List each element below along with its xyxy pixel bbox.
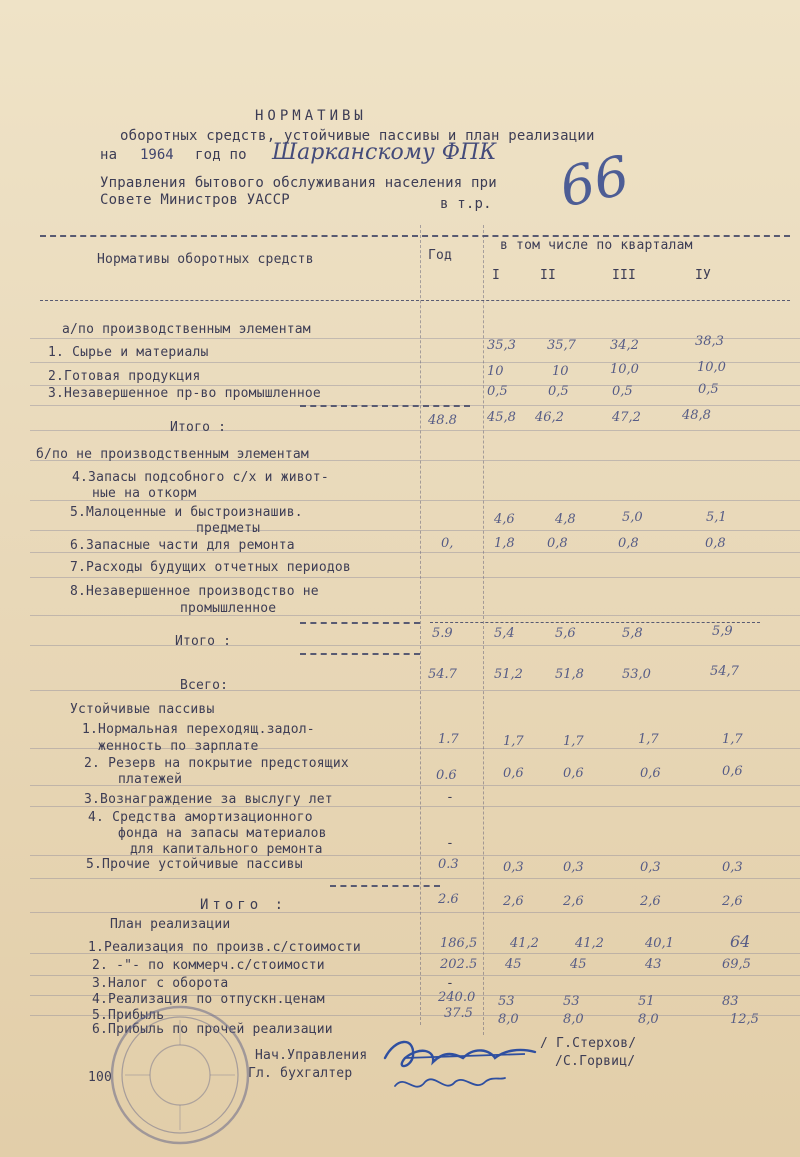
q4-value: 48,8 bbox=[682, 408, 711, 423]
row-label-continued: предметы bbox=[196, 521, 261, 536]
accountant-title: Гл. бухгалтер bbox=[248, 1066, 353, 1081]
q1-value: 0,3 bbox=[503, 860, 524, 875]
column-header-quarters: в том числе по кварталам bbox=[500, 238, 693, 253]
q2-value: 1,7 bbox=[563, 734, 584, 749]
round-seal-stamp bbox=[105, 1000, 255, 1150]
row-label: 5.Прочие устойчивые пассивы bbox=[86, 857, 303, 872]
row-label: 3.Налог с оборота bbox=[92, 976, 229, 991]
section-heading: Устойчивые пассивы bbox=[70, 702, 215, 717]
year-value: 5.9 bbox=[432, 626, 453, 641]
q3-value: 0,3 bbox=[640, 860, 661, 875]
row-label-continued: платежей bbox=[118, 772, 183, 787]
row-label-continued: женность по зарплате bbox=[98, 739, 259, 754]
subtotal-rule bbox=[300, 405, 470, 407]
column-header-year: Год bbox=[428, 248, 453, 263]
section-heading: б/по не производственным элементам bbox=[36, 447, 309, 462]
row-label: 7.Расходы будущих отчетных периодов bbox=[70, 560, 351, 575]
header-line-2-prefix: на bbox=[100, 147, 118, 163]
q2-value: 0,3 bbox=[563, 860, 584, 875]
accountant-name: /С.Горвиц/ bbox=[555, 1054, 636, 1069]
year-value: 0.3 bbox=[438, 857, 459, 872]
q3-value: 0,6 bbox=[640, 766, 661, 781]
row-label: 8.Незавершенное производство не bbox=[70, 584, 319, 599]
year-value: - bbox=[446, 836, 455, 851]
q2-value: 41,2 bbox=[575, 936, 604, 951]
ruled-line bbox=[30, 577, 800, 578]
row-label: 6.Прибыль по прочей реализации bbox=[92, 1022, 333, 1037]
q4-value: 69,5 bbox=[722, 957, 751, 972]
q2-value: 0,5 bbox=[548, 384, 569, 399]
quarter-header-2: II bbox=[540, 268, 557, 283]
q3-value: 0,5 bbox=[612, 384, 633, 399]
quarter-header-1: I bbox=[492, 268, 501, 283]
ruled-line bbox=[30, 530, 800, 531]
ruled-line bbox=[30, 878, 800, 879]
q2-value: 45 bbox=[570, 957, 587, 972]
column-divider-year bbox=[420, 225, 421, 1025]
row-label: 2. -"- по коммерч.с/стоимости bbox=[92, 958, 325, 973]
q4-value: 0,3 bbox=[722, 860, 743, 875]
header-line-3: Управления бытового обслуживания населения при bbox=[100, 175, 497, 191]
q1-value: 45,8 bbox=[487, 410, 516, 425]
q1-value: 1,7 bbox=[503, 734, 524, 749]
q3-value: 43 bbox=[645, 957, 662, 972]
q3-value: 53,0 bbox=[622, 667, 651, 682]
year-value: 0, bbox=[441, 536, 454, 551]
q1-value: 4,6 bbox=[494, 512, 515, 527]
row-label: 1. Сырье и материалы bbox=[48, 345, 209, 360]
stamp-number: 100 bbox=[88, 1070, 113, 1085]
q1-value: 41,2 bbox=[510, 936, 539, 951]
q3-value: 1,7 bbox=[638, 732, 659, 747]
row-label-continued: ные на откорм bbox=[92, 486, 197, 501]
q2-value: 8,0 bbox=[563, 1012, 584, 1027]
year-value: 240.0 bbox=[438, 990, 476, 1005]
row-label: 4. Средства амортизационного bbox=[88, 810, 313, 825]
subtotal-rule bbox=[330, 885, 440, 887]
year-value: 48.8 bbox=[428, 413, 457, 428]
year-value: 2.6 bbox=[438, 892, 459, 907]
subtotal-rule bbox=[300, 622, 420, 624]
quarter-header-4: IУ bbox=[695, 268, 712, 283]
q4-value: 10,0 bbox=[697, 360, 726, 375]
q3-value: 5,0 bbox=[622, 510, 643, 525]
subtotal-label: Итого : bbox=[200, 897, 288, 913]
row-label: 4.Реализация по отпускн.ценам bbox=[92, 992, 325, 1007]
header-line-4: Совете Министров УАССР bbox=[100, 192, 290, 208]
ruled-line bbox=[30, 430, 800, 431]
section-heading: а/по производственным элементам bbox=[62, 322, 311, 337]
row-label-continued: промышленное bbox=[180, 601, 277, 616]
row-label: 4.Запасы подсобного с/х и живот- bbox=[72, 470, 329, 485]
q4-value: 83 bbox=[722, 994, 739, 1009]
q3-value: 51 bbox=[638, 994, 655, 1009]
row-label: 2.Готовая продукция bbox=[48, 369, 201, 384]
q3-value: 0,8 bbox=[618, 536, 639, 551]
q1-value: 0,6 bbox=[503, 766, 524, 781]
q2-value: 4,8 bbox=[555, 512, 576, 527]
q1-value: 53 bbox=[498, 994, 515, 1009]
q4-value: 1,7 bbox=[722, 732, 743, 747]
ruled-line bbox=[30, 690, 800, 691]
q4-value: 0,6 bbox=[722, 764, 743, 779]
q4-value: 64 bbox=[730, 932, 751, 951]
q2-value: 2,6 bbox=[563, 894, 584, 909]
q4-value: 0,8 bbox=[705, 536, 726, 551]
q1-value: 1,8 bbox=[494, 536, 515, 551]
column-header-name: Нормативы оборотных средств bbox=[97, 252, 314, 267]
q1-value: 0,5 bbox=[487, 384, 508, 399]
q3-value: 10,0 bbox=[610, 362, 639, 377]
q3-value: 5,8 bbox=[622, 626, 643, 641]
ruled-line bbox=[30, 912, 800, 913]
row-label: 1.Нормальная переходящ.задол- bbox=[82, 722, 315, 737]
header-line-1: оборотных средств, устойчивые пассивы и план реализации bbox=[120, 128, 595, 144]
subtotal-label: Итого : bbox=[175, 634, 232, 649]
row-label: 5.Малоценные и быстроизнашив. bbox=[70, 505, 303, 520]
q3-value: 40,1 bbox=[645, 936, 674, 951]
q2-value: 0,8 bbox=[547, 536, 568, 551]
row-label: 1.Реализация по произв.с/стоимости bbox=[88, 940, 361, 955]
q2-value: 5,6 bbox=[555, 626, 576, 641]
q3-value: 34,2 bbox=[610, 338, 639, 353]
year-value: 37.5 bbox=[444, 1006, 473, 1021]
q4-value: 54,7 bbox=[710, 664, 739, 679]
folio-number-handwritten: 66 bbox=[554, 143, 635, 220]
q4-value: 5,9 bbox=[712, 624, 733, 639]
column-divider-quarters bbox=[483, 225, 484, 1035]
year-value: 202.5 bbox=[440, 957, 478, 972]
year-value: 54.7 bbox=[428, 667, 457, 682]
row-label: 3.Вознаграждение за выслугу лет bbox=[84, 792, 333, 807]
header-line-2-mid: год по bbox=[195, 147, 247, 163]
q1-value: 2,6 bbox=[503, 894, 524, 909]
year-value: - bbox=[446, 790, 455, 805]
row-label: 2. Резерв на покрытие предстоящих bbox=[84, 756, 349, 771]
q3-value: 2,6 bbox=[640, 894, 661, 909]
q2-value: 53 bbox=[563, 994, 580, 1009]
ruled-line bbox=[30, 338, 800, 339]
q3-value: 47,2 bbox=[612, 410, 641, 425]
q2-value: 35,7 bbox=[547, 338, 576, 353]
header-year: 1964 bbox=[140, 147, 174, 163]
row-label: 5.Прибыль bbox=[92, 1008, 165, 1023]
ruled-line bbox=[30, 645, 800, 646]
ruled-line bbox=[30, 615, 800, 616]
q2-value: 10 bbox=[552, 364, 569, 379]
q1-value: 10 bbox=[487, 364, 504, 379]
row-label: 3.Незавершенное пр-во промышленное bbox=[48, 386, 321, 401]
subtotal-rule bbox=[300, 653, 420, 655]
row-label: 6.Запасные части для ремонта bbox=[70, 538, 295, 553]
year-value: - bbox=[446, 976, 455, 991]
q4-value: 2,6 bbox=[722, 894, 743, 909]
year-value: 186,5 bbox=[440, 936, 478, 951]
head-title: Нач.Управления bbox=[255, 1048, 368, 1063]
row-label-continued: для капитального ремонта bbox=[130, 842, 323, 857]
section-heading: План реализации bbox=[110, 917, 231, 932]
table-top-rule bbox=[40, 235, 790, 237]
q1-value: 35,3 bbox=[487, 338, 516, 353]
subtotal-label: Итого : bbox=[170, 420, 227, 435]
q4-value: 0,5 bbox=[698, 382, 719, 397]
table-header-rule bbox=[40, 300, 790, 301]
accountant-signature bbox=[390, 1068, 510, 1098]
q1-value: 8,0 bbox=[498, 1012, 519, 1027]
q1-value: 51,2 bbox=[494, 667, 523, 682]
enterprise-name-handwritten: Шарканскому ФПК bbox=[272, 140, 497, 165]
head-name: / Г.Стерхов/ bbox=[540, 1036, 637, 1051]
q2-value: 51,8 bbox=[555, 667, 584, 682]
year-value: 1.7 bbox=[438, 732, 459, 747]
q2-value: 0,6 bbox=[563, 766, 584, 781]
q4-value: 38,3 bbox=[695, 334, 724, 349]
q4-value: 12,5 bbox=[730, 1012, 759, 1027]
ruled-line bbox=[30, 362, 800, 363]
q3-value: 8,0 bbox=[638, 1012, 659, 1027]
year-value: 0.6 bbox=[436, 768, 457, 783]
row-label-continued: фонда на запасы материалов bbox=[118, 826, 327, 841]
q1-value: 45 bbox=[505, 957, 522, 972]
document-title: НОРМАТИВЫ bbox=[255, 108, 367, 124]
q4-value: 5,1 bbox=[706, 510, 727, 525]
q1-value: 5,4 bbox=[494, 626, 515, 641]
q2-value: 46,2 bbox=[535, 410, 564, 425]
total-label: Всего: bbox=[180, 678, 229, 693]
quarter-header-3: III bbox=[612, 268, 637, 283]
subtotal-rule bbox=[430, 622, 760, 623]
units-label: в т.р. bbox=[440, 196, 492, 212]
